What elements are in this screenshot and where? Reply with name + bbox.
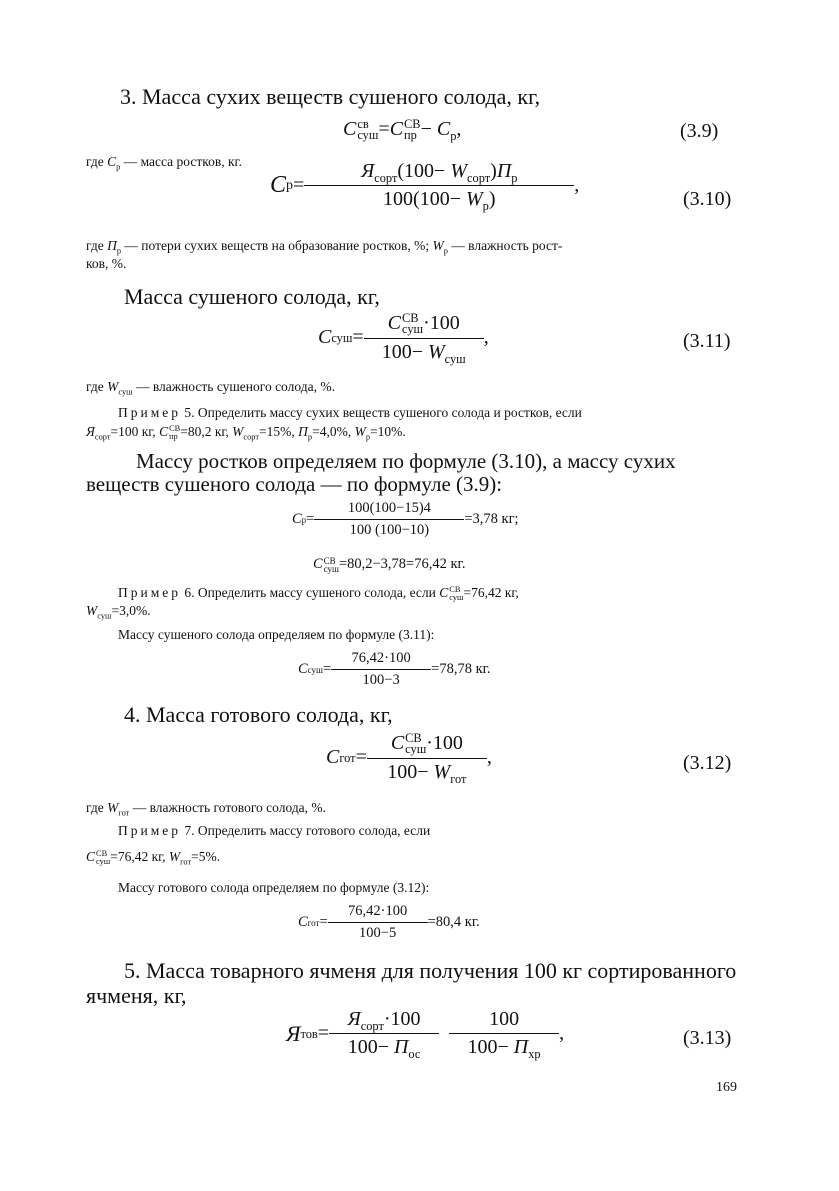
- equation-number-3-11: (3.11): [683, 330, 731, 352]
- heading-3: 3. Масса сухих веществ сушеного солода, кг,: [120, 84, 541, 109]
- heading-5-line1: 5. Масса товарного ячменя для получения 100 кг сортированного: [124, 958, 737, 983]
- example-7-line2: C СВ суш =76,42 кг, $W_{гот}=5\%$.: [86, 849, 221, 867]
- equation-number-3-9: (3.9): [680, 120, 719, 142]
- heading-dried-malt: Масса сушеного солода, кг,: [124, 284, 380, 309]
- where-pr: где $П_р$ — потери сухих веществ на образование ростков, %; $W_р$ — влажность рост-: [86, 238, 563, 256]
- calculation-csush-result: C суш = $\frac{76,42\cdot 100}{100-3}$ =78,78 кг.: [298, 650, 491, 688]
- example-5-line2: $Я_{сорт}=100$ кг, C СВ пр =80,2 кг, $W_{сорт}=15\%$, $П_р=4,0\%$, $W_р=10\%$.: [86, 424, 406, 442]
- equation-number-3-12: (3.12): [683, 752, 732, 774]
- example-6-line1: Пример 6. Определить массу сушеного солода, если C СВ суш =76,42 кг,: [118, 585, 519, 602]
- calculation-csush: C СВ суш =80,2−3,78=76,42 кг.: [313, 555, 466, 574]
- heading-4: 4. Масса готового солода, кг,: [124, 702, 393, 727]
- example-6-line2: $W_{суш}=3,0\%$.: [86, 603, 151, 621]
- equation-3-10: C р = $\frac{Я_{сорт}(100- W_{сорт})П_р}{100(100- W_р)}$ ,: [270, 160, 580, 213]
- equation-3-9: C св суш =C СВ пр − $C_р$,: [343, 117, 462, 143]
- where-wgot: где $W_{гот}$ — влажность готового солода, %.: [86, 800, 327, 818]
- para-line2: веществ сушеного солода — по формуле (3.9):: [86, 472, 503, 496]
- equation-3-13: Я тов = $\frac{Я_{сорт}\cdot 100}{100- П_{ос}}$ $\frac{100}{100- П_{хр}}$ ,: [286, 1008, 565, 1061]
- example-7-line1: Пример 7. Определить массу готового солода, если: [118, 823, 431, 838]
- example-5-line1: Пример 5. Определить массу сухих веществ сушеного солода и ростков, если: [118, 405, 582, 420]
- equation-3-12: C гот = C СВ суш ·100 $100- W_{гот}$ ,: [326, 731, 492, 786]
- where-pr-line2: ков, %.: [86, 256, 127, 271]
- where-cr: где $C_р$ — масса ростков, кг.: [86, 154, 242, 172]
- page-number: 169: [716, 1080, 737, 1095]
- calculation-cgot: C гот = $\frac{76,42\cdot 100}{100-5}$ =80,4 кг.: [298, 903, 480, 941]
- equation-number-3-13: (3.13): [683, 1027, 732, 1049]
- equation-3-11: C суш = C СВ суш ·100 $100- W_{суш}$ ,: [318, 311, 489, 366]
- heading-5-line2: ячменя, кг,: [86, 983, 187, 1008]
- example-6-para: Массу сушеного солода определяем по формуле (3.11):: [118, 627, 435, 642]
- para-line1: Массу ростков определяем по формуле (3.10), а массу сухих: [136, 449, 676, 473]
- equation-number-3-10: (3.10): [683, 188, 732, 210]
- example-7-para: Массу готового солода определяем по формуле (3.12):: [118, 880, 430, 895]
- where-wsush: где $W_{суш}$ — влажность сушеного солода, %.: [86, 379, 335, 397]
- calculation-cr: C р = $\frac{100(100-15)4}{100 (100-10)}$ =3,78 кг;: [292, 500, 519, 538]
